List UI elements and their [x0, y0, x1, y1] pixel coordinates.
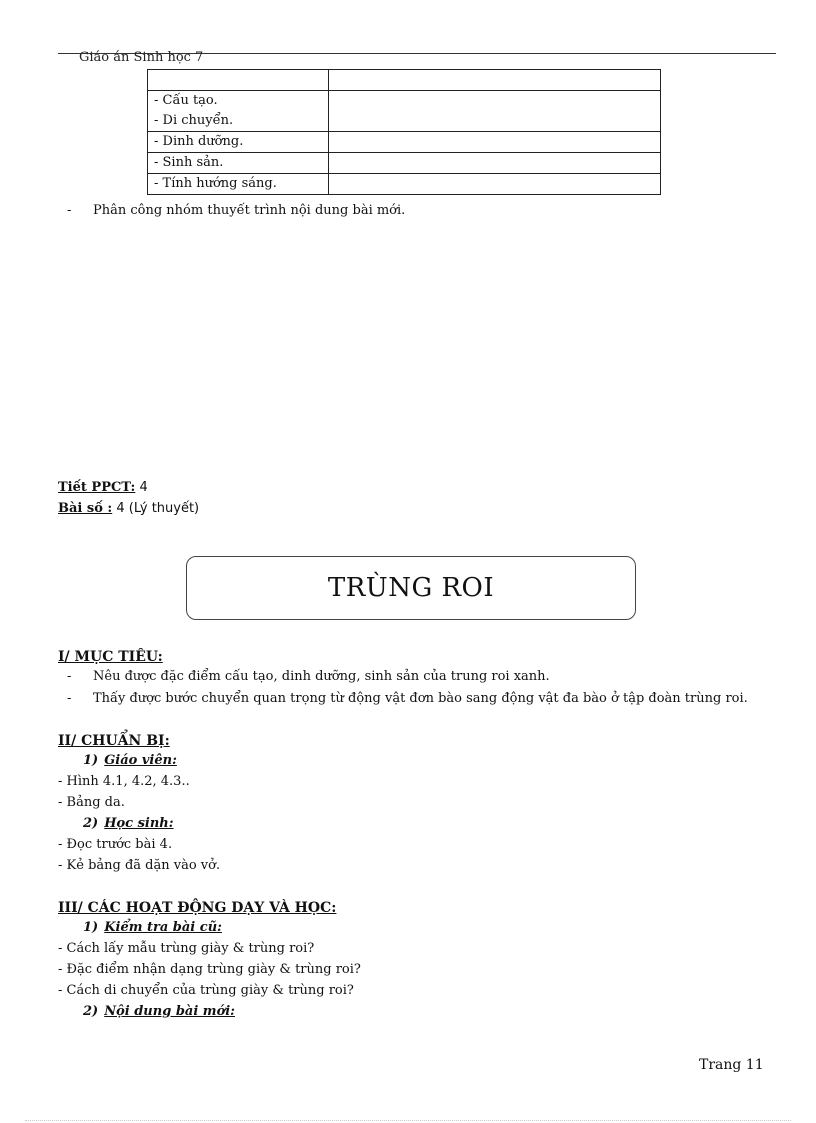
- objective-item: [67, 690, 748, 708]
- subheading-label: Nội dung bài mới:: [104, 1004, 235, 1019]
- subheading-number: 1): [83, 753, 99, 768]
- page-bottom-border: [25, 1120, 791, 1121]
- subheading-label: Giáo viên:: [104, 753, 177, 768]
- page-number: Trang 11: [699, 1057, 764, 1073]
- table-row: [148, 153, 661, 174]
- activities-heading: III/ CÁC HOẠT ĐỘNG DẠY VÀ HỌC:: [58, 900, 337, 916]
- subheading-label: Kiểm tra bài cũ:: [104, 920, 222, 935]
- list-item: - Đặc điểm nhận dạng trùng giày & trùng roi?: [58, 962, 361, 977]
- table-cell: [329, 91, 661, 132]
- lesson-number-line: [58, 500, 199, 518]
- assignment-text: Phân công nhóm thuyết trình nội dung bài mới.: [93, 203, 406, 218]
- table-cell: [148, 70, 329, 91]
- table-row: [148, 174, 661, 195]
- new-lesson-subheading: [83, 1003, 235, 1021]
- activity-table: [147, 69, 661, 195]
- teacher-subheading: [83, 752, 177, 770]
- table-cell: - Dinh dưỡng.: [148, 132, 329, 153]
- objective-text: Nêu được đặc điểm cấu tạo, dinh dưỡng, sinh sản của trung roi xanh.: [93, 669, 550, 684]
- table-row: [148, 91, 661, 132]
- lesson-number-value: 4 (Lý thuyết): [116, 501, 200, 516]
- list-item: - Kẻ bảng đã dặn vào vở.: [58, 858, 221, 873]
- period-line: [58, 479, 148, 497]
- period-value: 4: [139, 480, 148, 495]
- objective-item: [67, 668, 550, 686]
- table-cell: - Tính hướng sáng.: [148, 174, 329, 195]
- objectives-heading: I/ MỤC TIÊU:: [58, 649, 163, 665]
- table-cell: - Cấu tạo. - Di chuyển.: [148, 91, 329, 132]
- table-cell: [329, 174, 661, 195]
- list-item: - Bảng da.: [58, 795, 125, 810]
- bullet-dash: -: [67, 691, 72, 706]
- list-item: - Hình 4.1, 4.2, 4.3..: [58, 774, 190, 789]
- list-item: - Cách di chuyển của trùng giày & trùng roi?: [58, 983, 354, 998]
- table-cell: - Sinh sản.: [148, 153, 329, 174]
- review-subheading: [83, 919, 222, 937]
- list-item: - Đọc trước bài 4.: [58, 837, 173, 852]
- table-cell: [329, 70, 661, 91]
- lesson-number-label: Bài số :: [58, 501, 113, 516]
- table-row: [148, 132, 661, 153]
- student-subheading: [83, 815, 174, 833]
- assignment-note: [67, 202, 405, 220]
- table-cell: [329, 132, 661, 153]
- subheading-number: 2): [83, 816, 99, 831]
- objective-text: Thấy được bước chuyển quan trọng từ động vật đơn bào sang động vật đa bào ở tập đoàn trùng roi.: [93, 691, 748, 706]
- list-item: - Cách lấy mẫu trùng giày & trùng roi?: [58, 941, 315, 956]
- period-label: Tiết PPCT:: [58, 480, 136, 495]
- subheading-number: 2): [83, 1004, 99, 1019]
- subheading-label: Học sinh:: [104, 816, 174, 831]
- header-title: Giáo án Sinh học 7: [79, 50, 204, 65]
- subheading-number: 1): [83, 920, 99, 935]
- table-cell: [329, 153, 661, 174]
- bullet-dash: -: [67, 669, 72, 684]
- table-row: [148, 70, 661, 91]
- lesson-title-box: [186, 556, 636, 620]
- preparation-heading: II/ CHUẨN BỊ:: [58, 733, 170, 749]
- bullet-dash: -: [67, 203, 72, 218]
- lesson-title: TRÙNG ROI: [327, 573, 495, 603]
